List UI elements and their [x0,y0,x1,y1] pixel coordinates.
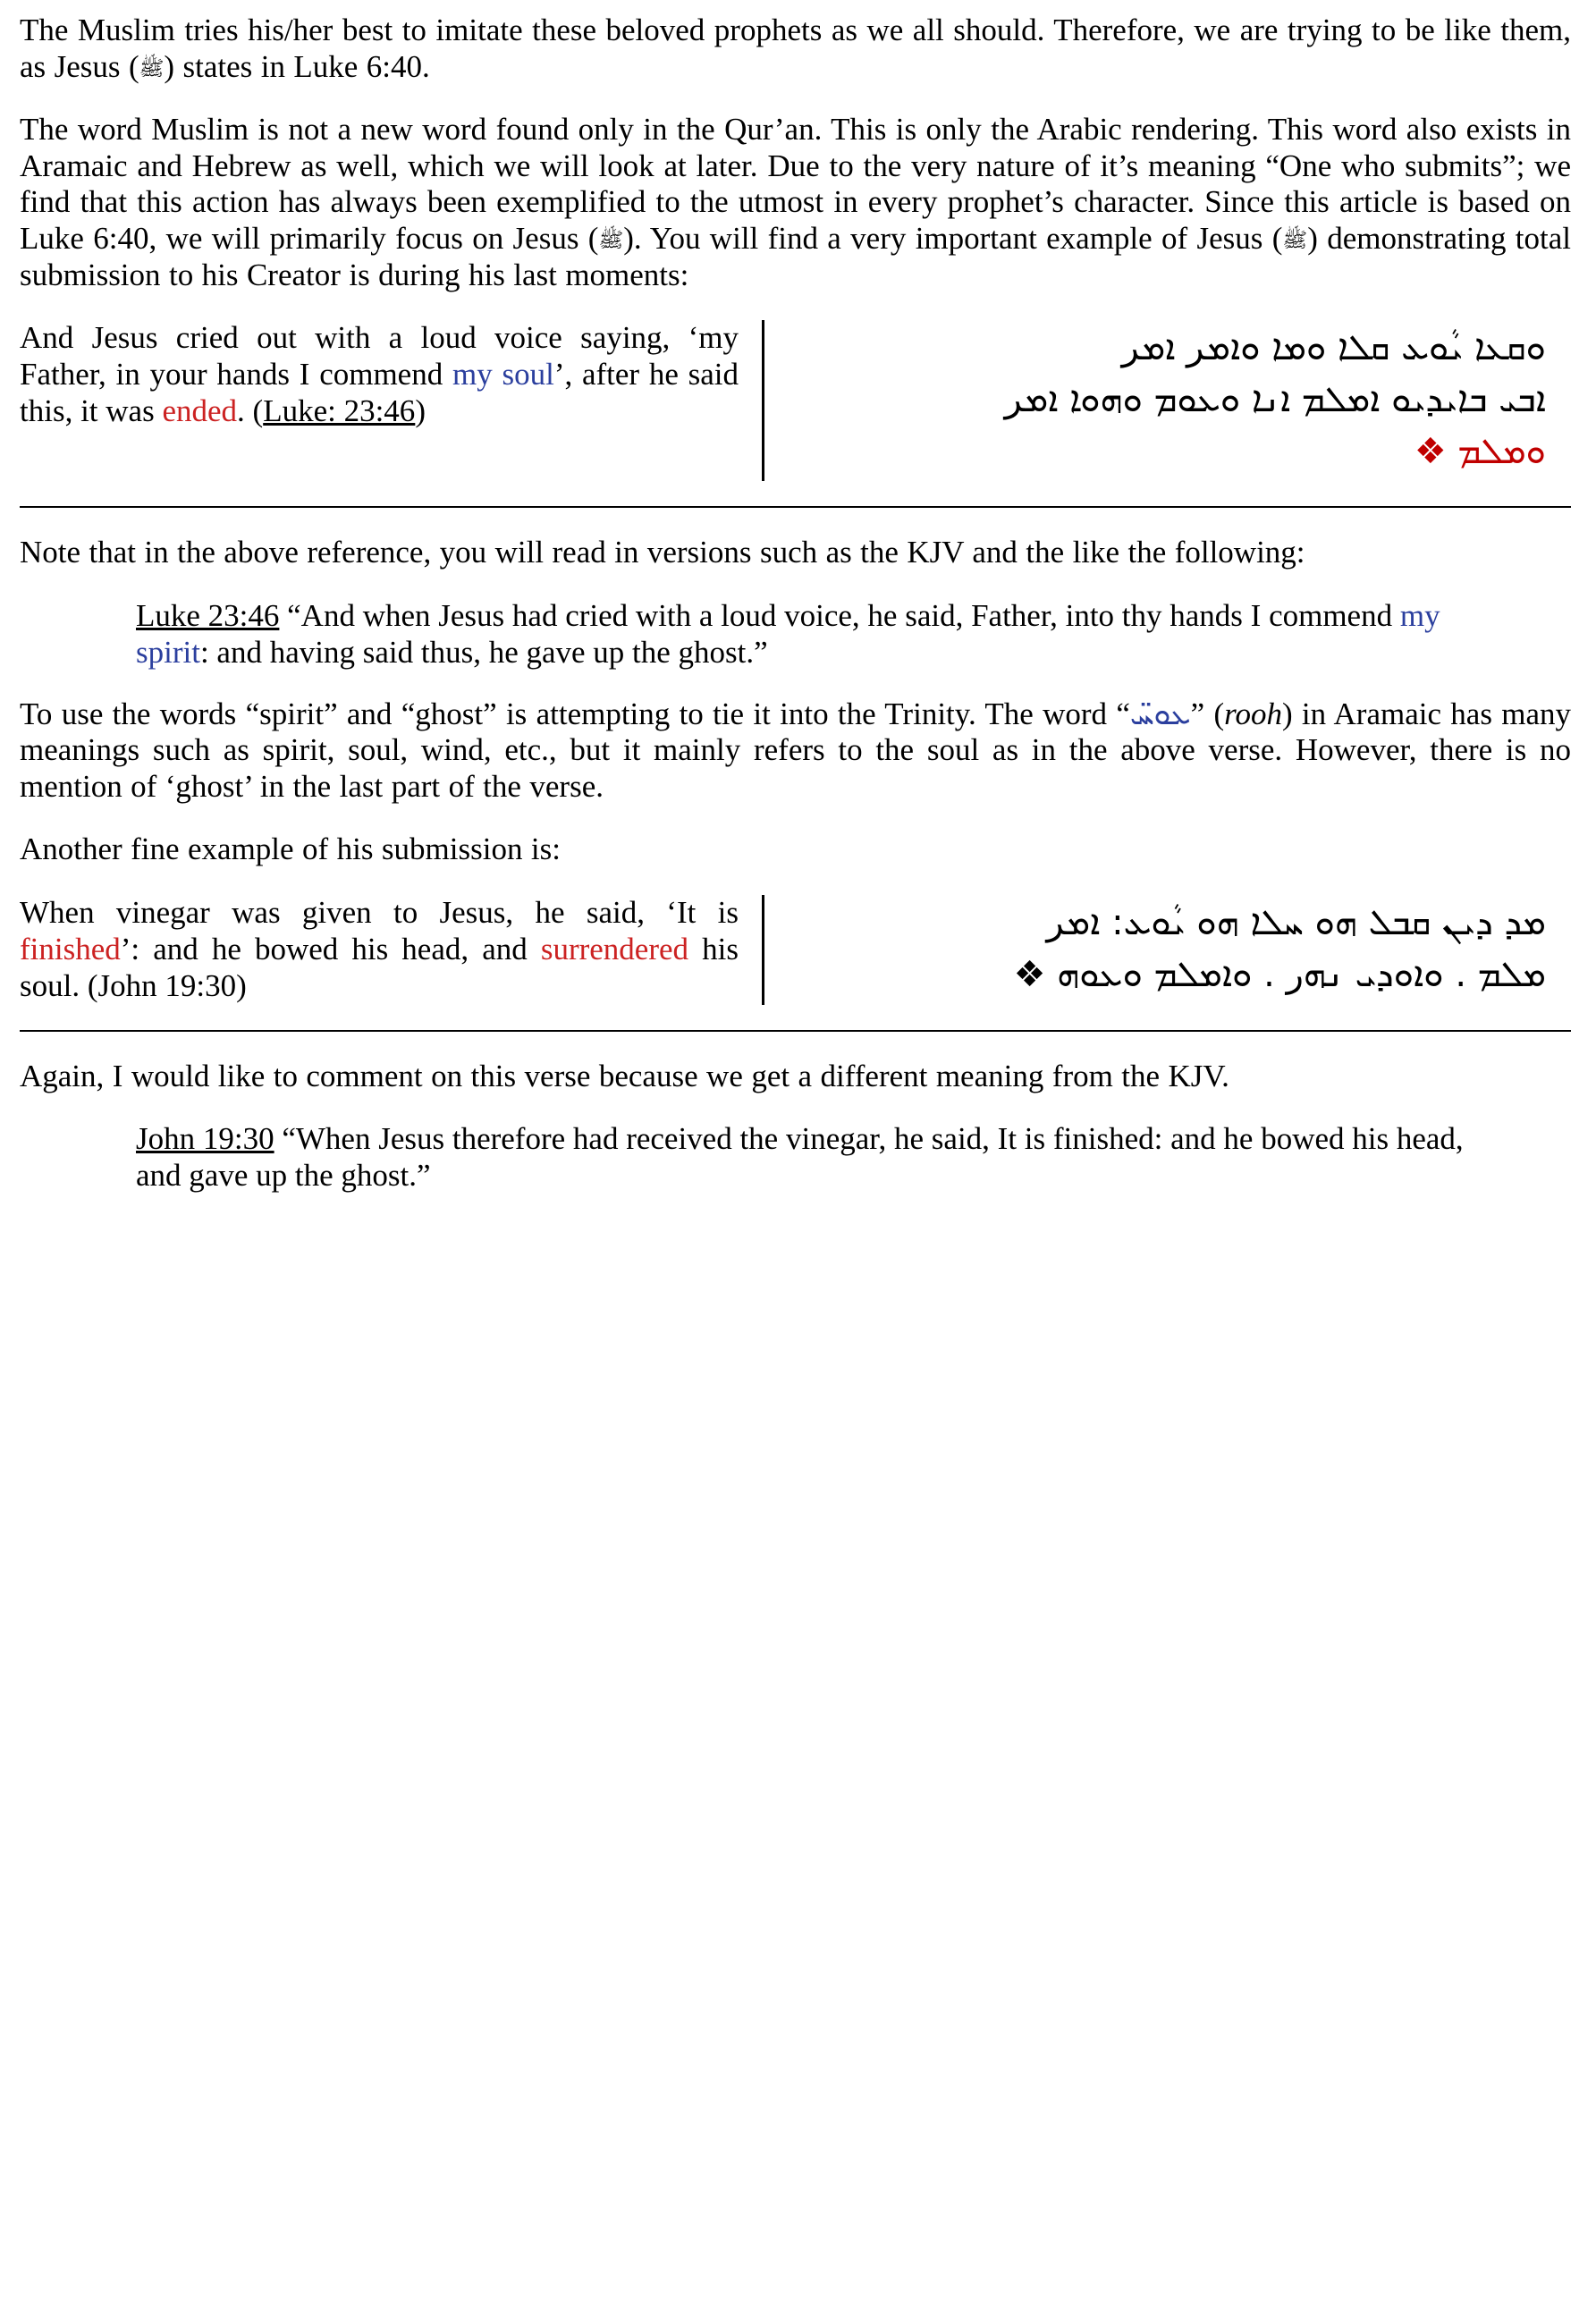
honorific-symbol-icon: ﷺ [1282,228,1308,252]
quote-luke-highlight-soul: my soul [452,357,554,392]
kjv-john-text: “When Jesus therefore had received the vinegar, he said, It is finished: and he bowed his head, and gave up the ghost.” [136,1121,1464,1194]
kjv-luke-text-b: : and having said thus, he gave up the ghost.” [199,634,768,670]
quote-luke-text-a: And Jesus cried out with a loud voice saying, ‘my Father, in your hands I commend [20,320,739,392]
quote-luke-aramaic [764,320,1571,481]
quote-luke-text-d: ) [415,393,426,429]
paragraph-rooh-text-c: ) in Aramaic has many meanings such as spirit, soul, wind, etc., but it mainly refers to the soul as in the above verse. However, there is no mention of ‘ghost’ in the last part of the verse. [20,696,1572,804]
quote-john-english [20,895,762,1005]
quote-luke-english [20,320,762,481]
paragraph-intro-text-a: The Muslim tries his/her best to imitate these beloved prophets as we all should. Therefore, we are trying to be like them, as Jesus ( [20,13,1571,84]
paragraph-kjv-note [20,535,1571,571]
aramaic-line: ܡܠܡ . ܘܐܘܕܝ ܢܗر . ܘܐܡܠܡ ܘܥܘܗ ❖ [1013,954,1546,995]
quote-luke-text-b: ’, after he said this, it was [20,357,739,429]
quote-block-john [20,895,1571,1005]
section-divider [20,1030,1571,1032]
quote-john-highlight-finished: finished [20,931,121,966]
paragraph-another-example [20,831,1571,868]
paragraph-rooh-text-b: ” ( [1190,696,1225,731]
quote-luke-reference: Luke: 23:46 [263,393,416,429]
quote-john-text-c: his soul. (John 19:30) [20,931,739,1003]
honorific-symbol-icon: ﷺ [139,56,165,80]
paragraph-muslim-word-text-c: ) demonstrating total submission to his Creator is during his last moments: [20,220,1571,292]
aramaic-line: ܡܕ ܕܝܢ ܩܒܠ ܗܘ ܚܠܐ ܗܘ ܝܵܘܥ: ܐܡر [1046,902,1546,943]
quote-john-highlight-surrendered: surrendered [540,931,689,966]
quote-block-luke [20,320,1571,481]
section-divider [20,506,1571,508]
paragraph-muslim-word-text-b: ). You will find a very important example of Jesus ( [623,220,1283,256]
kjv-quote-john [20,1121,1571,1194]
quote-john-text-a: When vinegar was given to Jesus, he said, ‘It is [20,895,739,930]
aramaic-line: ܐܒܝ ܒܐܝܕܝܘ ܐܡܠܡ ܐܢܐ ܘܥܘܡ ܘܗܘܐ ܐܡر [1004,379,1546,421]
paragraph-intro-text-b: ) states in Luke 6:40. [164,48,430,84]
kjv-luke-reference: Luke 23:46 [136,597,280,633]
quote-john-aramaic [764,895,1571,1005]
quote-luke-text-c: . ( [237,393,264,429]
aramaic-line: ܘܩܥܐ ܝܵܘܥ ܩܠܐ ܘܡܐ ܘܐܡر ܐܡر [1121,327,1546,369]
kjv-luke-text-a: “And when Jesus had cried with a loud voice, he said, Father, into thy hands I commend [279,597,1400,633]
paragraph-rooh-text-a: To use the words “spirit” and “ghost” is attempting to tie it into the Trinity. The word “ [20,696,1130,731]
paragraph-kjv-comment [20,1059,1571,1095]
paragraph-another-example-text: Another fine example of his submission is: [20,831,561,867]
paragraph-kjv-note-text: Note that in the above reference, you will read in versions such as the KJV and the like the following: [20,535,1305,570]
honorific-symbol-icon: ﷺ [598,228,624,252]
kjv-john-reference: John 19:30 [136,1121,274,1157]
kjv-quote-luke [20,598,1571,671]
paragraph-muslim-word-text-a: The word Muslim is not a new word found only in the Qur’an. This is only the Arabic rendering. This word also exists in Aramaic and Hebrew as well, which we will look at later. Due to the very nature of it’s meaning “One who submits”; we find that this action has always been exemplified to the utmost in every prophet’s character. Since this article is based on Luke 6:40, we will primarily focus on Jesus ( [20,112,1571,256]
paragraph-intro [20,13,1571,85]
quote-john-text-b: ’: and he bowed his head, and [120,931,541,966]
paragraph-kjv-comment-text: Again, I would like to comment on this verse because we get a different meaning from the KJV. [20,1058,1229,1093]
paragraph-rooh-explanation [20,696,1571,806]
quote-luke-highlight-ended: ended [162,393,238,429]
paragraph-muslim-word [20,112,1571,293]
aramaic-word-rooh: ܥܘܚ̈ [1129,696,1191,732]
aramaic-line-highlight: ܘܡܠܡ ❖ [1414,431,1546,473]
transliteration-rooh: rooh [1224,696,1282,731]
kjv-luke-highlight-spirit: my spirit [136,597,1440,670]
